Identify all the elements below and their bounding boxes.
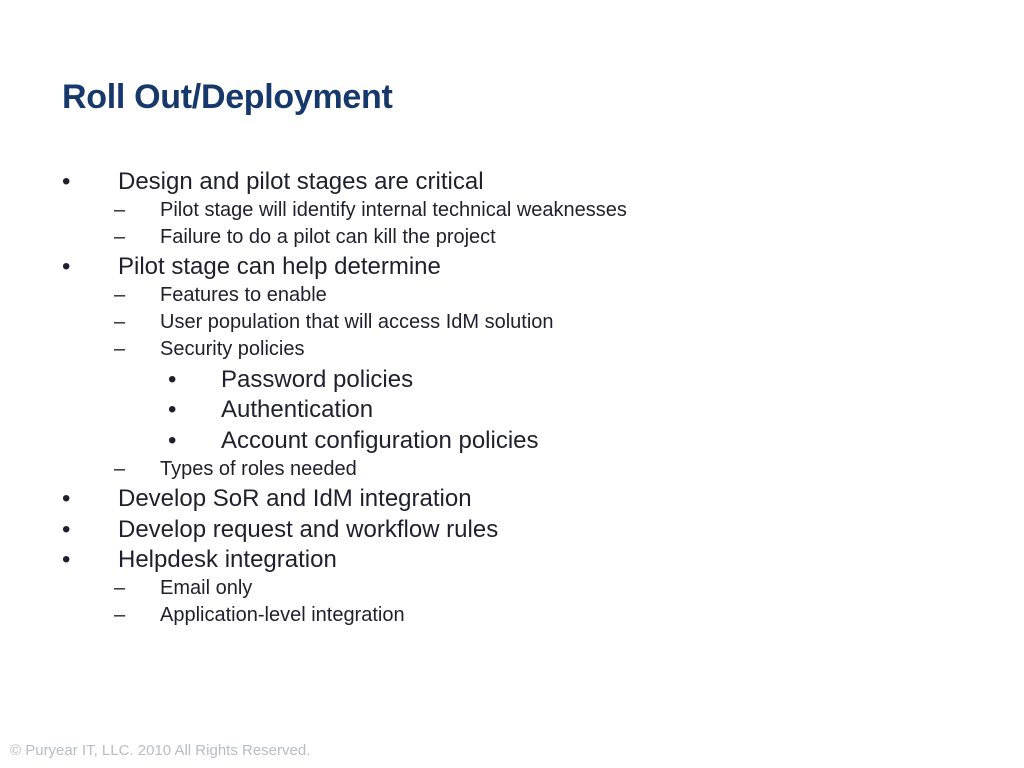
list-item-text: Develop SoR and IdM integration — [118, 485, 472, 512]
list-item-text: Helpdesk integration — [118, 546, 337, 573]
list-item-text: Pilot stage can help determine — [118, 253, 441, 280]
list-item-text: Password policies — [221, 366, 414, 393]
list-item-text: Authentication — [221, 396, 374, 423]
bullet-marker: • — [168, 396, 177, 423]
list-item-text: Develop request and workflow rules — [118, 516, 499, 543]
slide-title: Roll Out/Deployment — [62, 78, 393, 116]
list-item-text: Email only — [160, 577, 253, 599]
bullet-marker: • — [62, 546, 71, 573]
bullet-marker: • — [168, 366, 177, 393]
dash-marker: – — [114, 604, 126, 626]
bullet-marker: • — [62, 485, 71, 512]
dash-marker: – — [114, 338, 126, 360]
bullet-marker: • — [168, 427, 177, 454]
bullet-marker: • — [62, 516, 71, 543]
list-item-text: User population that will access IdM solution — [160, 311, 554, 333]
list-item-text: Account configuration policies — [221, 427, 539, 454]
dash-marker: – — [114, 577, 126, 599]
list-item-text: Security policies — [160, 338, 305, 360]
list-item-text: Failure to do a pilot can kill the project — [160, 226, 496, 248]
copyright-footer: © Puryear IT, LLC. 2010 All Rights Reserved. — [10, 742, 311, 759]
bullet-marker: • — [62, 168, 71, 195]
list-item-text: Application-level integration — [160, 604, 405, 626]
dash-marker: – — [114, 458, 126, 480]
bullet-marker: • — [62, 253, 71, 280]
list-item-text: Design and pilot stages are critical — [118, 168, 484, 195]
dash-marker: – — [114, 284, 126, 306]
dash-marker: – — [114, 199, 126, 221]
list-item-text: Pilot stage will identify internal technical weaknesses — [160, 199, 627, 221]
list-item-text: Types of roles needed — [160, 458, 357, 480]
dash-marker: – — [114, 226, 126, 248]
dash-marker: – — [114, 311, 126, 333]
list-item-text: Features to enable — [160, 284, 327, 306]
